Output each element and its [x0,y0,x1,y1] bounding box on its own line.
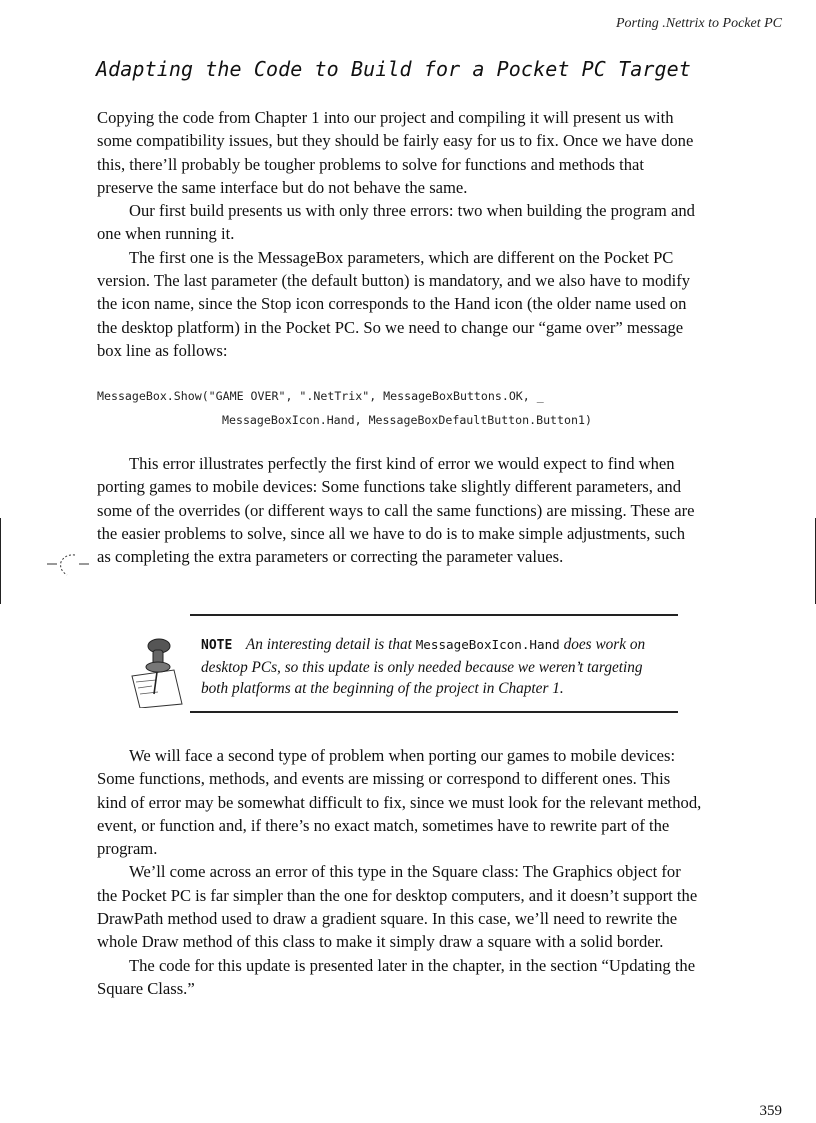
paragraph: Our first build presents us with only three errors: two when building the program and one when running it. [97,201,695,244]
note-label: NOTE [201,638,233,653]
body-text-top [97,106,702,362]
code-line: MessageBoxIcon.Hand, MessageBoxDefaultButton.Button1) [222,412,592,427]
pushpin-note-icon [126,636,188,708]
running-header: Porting .Nettrix to Pocket PC [615,16,782,31]
note-text-before: An interesting detail is that [245,636,412,653]
page-number: 359 [759,1103,782,1119]
note-code: MessageBoxIcon.Hand [415,637,560,652]
paragraph: We’ll come across an error of this type in the Square class: The Graphics object for the Pocket PC is far simpler than the one for desktop computers, and it doesn’t support the DrawPath method used to draw a gradient square. In this case, we’ll need to rewrite the whole Draw method of this class to make it simply draw a square with a solid border. [97,862,698,952]
paragraph: The first one is the MessageBox parameters, which are different on the Pocket PC version. The last parameter (the default button) is mandatory, and we also have to modify the icon name, since the Stop icon corresponds to the Hand icon (the older name used on the desktop platform) in the Pocket PC. So we need to change our “game over” message box line as follows: [97,247,691,360]
margin-mark-icon [45,550,91,578]
paragraph: The code for this update is presented later in the chapter, in the section “Updating the Square Class.” [97,955,696,998]
section-title: Adapting the Code to Build for a Pocket PC Target [96,57,691,81]
paragraph: This error illustrates perfectly the first kind of error we would expect to find when porting games to mobile devices: Some functions take slightly different parameters, and some of the overrides (or different ways to call the same functions) are missing. These are the easier problems to solve, since all we have to do is to make simple adjustments, such as completing the extra parameters or correcting the parameter values. [97,454,695,567]
note-text [201,634,671,700]
note-top-rule [190,614,678,616]
paragraph: We will face a second type of problem when porting our games to mobile devices: Some functions, methods, and events are missing or correspond to different ones. This kind of error may be somewhat difficult to fix, since we must look for the relevant method, event, or function and, if there’s no exact match, sometimes have to rewrite part of the program. [97,746,702,859]
body-text-middle [97,452,702,568]
note-text-after: does work on desktop PCs, so this update is only needed because we weren’t targeting both platforms at the beginning of the project in Chapter 1. [201,636,646,697]
code-listing [97,385,592,432]
margin-rule-left [0,518,1,604]
note-bottom-rule [190,711,678,713]
body-text-bottom [97,744,702,1000]
paragraph: Copying the code from Chapter 1 into our project and compiling it will present us with some compatibility issues, but they should be fairly easy for us to fix. Once we have done this, there’ll probably be tougher problems to solve for functions and methods that preserve the same interface but do not behave the same. [97,108,694,197]
code-line: MessageBox.Show("GAME OVER", ".NetTrix", MessageBoxButtons.OK, _ [97,389,544,403]
